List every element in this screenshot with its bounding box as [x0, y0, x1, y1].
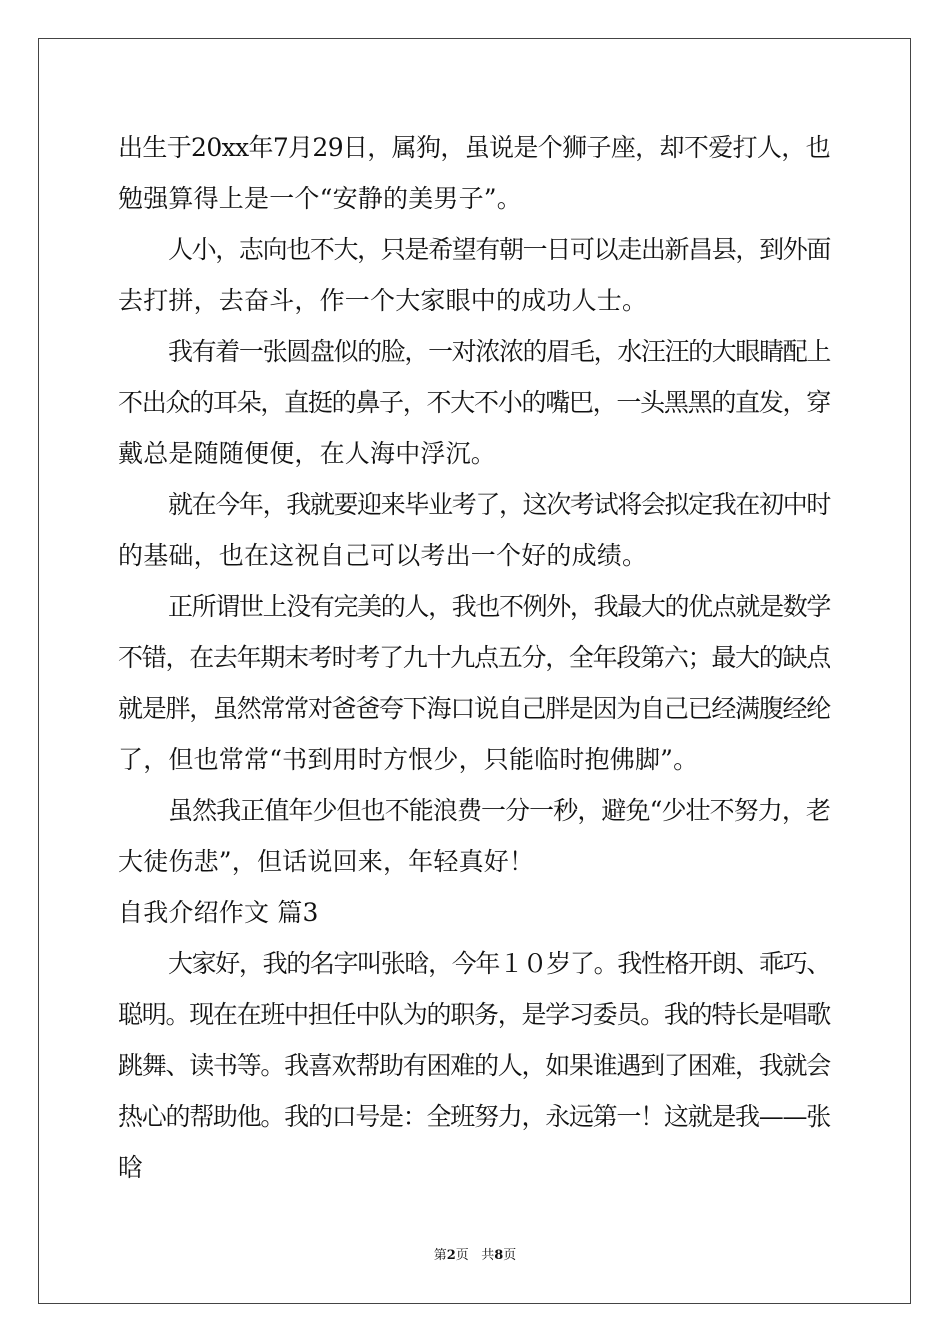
text-line: 热心的帮助他。我的口号是：全班努力，永远第一！这就是我——张	[118, 1102, 830, 1131]
text-line: 去打拼，去奋斗，作一个大家眼中的成功人士。	[118, 286, 648, 315]
text-line: 人小，志向也不大，只是希望有朝一日可以走出新昌县，到外面	[168, 235, 830, 264]
page-suffix: 页	[455, 1248, 469, 1263]
page-prefix: 第	[433, 1248, 447, 1263]
page-number: 2	[446, 1248, 456, 1263]
text-line: 大家好，我的名字叫张晗，今年１０岁了。我性格开朗、乖巧、	[168, 949, 830, 978]
total-suffix: 页	[503, 1248, 517, 1263]
text-line: 正所谓世上没有完美的人，我也不例外，我最大的优点就是数学	[168, 592, 830, 621]
text-line: 就是胖，虽然常常对爸爸夸下海口说自己胖是因为自己已经满腹经纶	[118, 694, 830, 723]
text-line: 虽然我正值年少但也不能浪费一分一秒，避免“少壮不努力，老	[168, 796, 830, 825]
text-line: 勉强算得上是一个“安静的美男子”。	[118, 184, 522, 213]
text-line: 戴总是随随便便，在人海中浮沉。	[118, 439, 497, 468]
total-prefix: 共	[481, 1248, 495, 1263]
text-line: 的基础，也在这祝自己可以考出一个好的成绩。	[118, 541, 648, 570]
text-line: 出生于20xx年7月29日，属狗，虽说是个狮子座，却不爱打人，也	[118, 133, 830, 162]
text-line: 不错，在去年期末考时考了九十九点五分，全年段第六；最大的缺点	[118, 643, 830, 672]
text-line: 跳舞、读书等。我喜欢帮助有困难的人，如果谁遇到了困难，我就会	[118, 1051, 830, 1080]
text-line: 就在今年，我就要迎来毕业考了，这次考试将会拟定我在初中时	[168, 490, 830, 519]
document-body	[118, 128, 830, 1199]
text-line: 我有着一张圆盘似的脸，一对浓浓的眉毛，水汪汪的大眼睛配上	[168, 337, 830, 366]
text-line: 自我介绍作文 篇3	[118, 898, 319, 927]
text-line: 不出众的耳朵，直挺的鼻子，不大不小的嘴巴，一头黑黑的直发，穿	[118, 388, 830, 417]
text-line: 晗	[118, 1153, 144, 1182]
total-number: 8	[494, 1248, 504, 1263]
text-line: 聪明。现在在班中担任中队为的职务，是学习委员。我的特长是唱歌	[118, 1000, 830, 1029]
text-line: 大徒伤悲”，但话说回来，年轻真好！	[118, 847, 535, 876]
page-footer	[0, 1244, 950, 1263]
text-line: 了，但也常常“书到用时方恨少，只能临时抱佛脚”。	[118, 745, 699, 774]
